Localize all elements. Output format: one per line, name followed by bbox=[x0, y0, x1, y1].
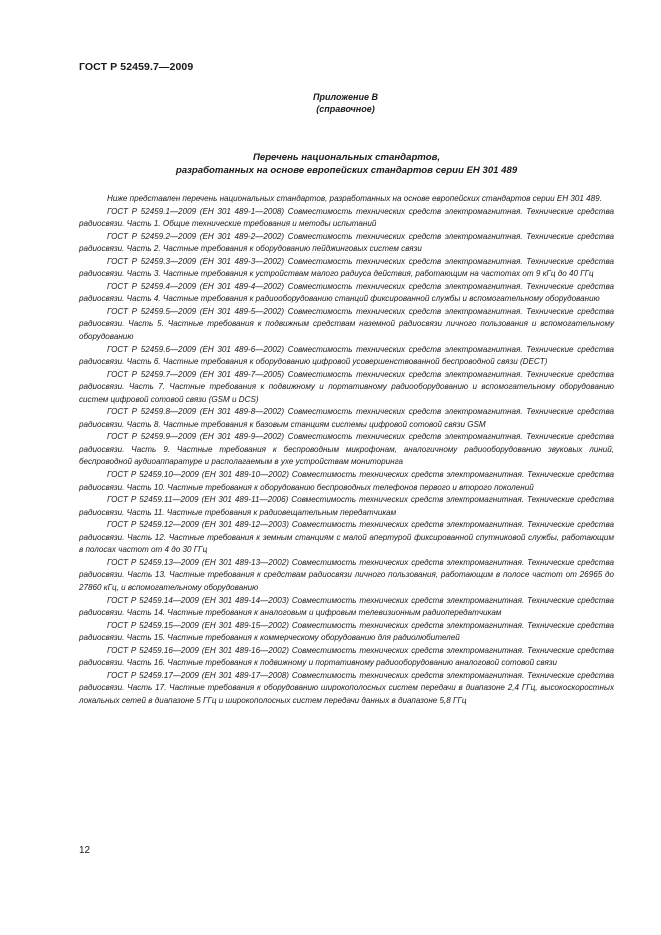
section-title-line-2: разработанных на основе европейских стандартов серии ЕН 301 489 bbox=[175, 165, 518, 176]
standard-entry: ГОСТ Р 52459.13—2009 (ЕН 301 489-13—2002) Совместимость технических средств электромагнитная. Технические средства радиосвязи. Часть 13. Частные требования к средствам радиосвязи личного пользования, работающим в полосе частот от 26965 до 27860 кГц, и вспомогательному оборудованию bbox=[79, 557, 614, 592]
standard-entry: ГОСТ Р 52459.7—2009 (ЕН 301 489-7—2005) Совместимость технических средств электромагнитная. Технические средства радиосвязи. Часть 7. Частные требования к подвижному и портативному радиооборудованию и вспомогательному оборудованию систем цифровой сотовой связи (GSM и DCS) bbox=[79, 369, 614, 404]
standard-entry: ГОСТ Р 52459.16—2009 (ЕН 301 489-16—2002) Совместимость технических средств электромагнитная. Технические средства радиосвязи. Часть 16. Частные требования к подвижному и портативному радиооборудованию аналоговой сотовой связи bbox=[79, 645, 614, 668]
page-number: 12 bbox=[79, 845, 91, 856]
standard-entry: ГОСТ Р 52459.15—2009 (ЕН 301 489-15—2002) Совместимость технических средств электромагнитная. Технические средства радиосвязи. Часть 15. Частные требования к коммерческому оборудованию для радиолюбителей bbox=[79, 620, 614, 643]
standard-entry: ГОСТ Р 52459.4—2009 (ЕН 301 489-4—2002) Совместимость технических средств электромагнитная. Технические средства радиосвязи. Часть 4. Частные требования к радиооборудованию станций фиксированной службы и вспомогательному оборудованию bbox=[79, 281, 614, 304]
standard-entry: ГОСТ Р 52459.9—2009 (ЕН 301 489-9—2002) Совместимость технических средств электромагнитная. Технические средства радиосвязи. Часть 9. Частные требования к беспроводным микрофонам, аналогичному радиооборудованию звуковых линий, беспроводной аудиоаппаратуре и располагаемым в ухе устройствам мониторинга bbox=[79, 432, 614, 467]
standard-entry: ГОСТ Р 52459.1—2009 (ЕН 301 489-1—2008) Совместимость технических средств электромагнитная. Технические средства радиосвязи. Часть 1. Общие технические требования и методы испытаний bbox=[79, 206, 614, 229]
standard-entry: ГОСТ Р 52459.3—2009 (ЕН 301 489-3—2002) Совместимость технических средств электромагнитная. Технические средства радиосвязи. Часть 3. Частные требования к устройствам малого радиуса действия, работающим на частотах от 9 кГц до 40 ГГц bbox=[79, 256, 614, 279]
standard-entry: ГОСТ Р 52459.12—2009 (ЕН 301 489-12—2003) Совместимость технических средств электромагнитная. Технические средства радиосвязи. Часть 12. Частные требования к земным станциям с малой апертурой фиксированной спутниковой службы, работающим в полосах частот от 4 до 30 ГГц bbox=[79, 520, 614, 555]
standard-entry: ГОСТ Р 52459.6—2009 (ЕН 301 489-6—2002) Совместимость технических средств электромагнитная. Технические средства радиосвязи. Часть 6. Частные требования к оборудованию цифровой усовершенствованной беспроводной связи (DECT) bbox=[79, 344, 614, 367]
standard-entry: ГОСТ Р 52459.2—2009 (ЕН 301 489-2—2002) Совместимость технических средств электромагнитная. Технические средства радиосвязи. Часть 2. Частные требования к оборудованию пейджинговых систем связи bbox=[79, 231, 614, 254]
standard-entry: ГОСТ Р 52459.14—2009 (ЕН 301 489-14—2003) Совместимость технических средств электромагнитная. Технические средства радиосвязи. Часть 14. Частные требования к аналоговым и цифровым телевизионным радиопередатчикам bbox=[79, 595, 614, 618]
standard-entry: ГОСТ Р 52459.5—2009 (ЕН 301 489-5—2002) Совместимость технических средств электромагнитная. Технические средства радиосвязи. Часть 5. Частные требования к подвижным средствам наземной радиосвязи личного пользования и вспомогательному оборудованию bbox=[79, 306, 614, 342]
section-title-line-1: Перечень национальных стандартов, bbox=[252, 152, 441, 163]
appendix-heading bbox=[0, 91, 661, 115]
appendix-status: (справочное) bbox=[316, 104, 375, 114]
section-title bbox=[79, 151, 614, 177]
document-code-header: ГОСТ Р 52459.7—2009 bbox=[79, 61, 194, 73]
standard-entry: ГОСТ Р 52459.17—2009 (ЕН 301 489-17—2008) Совместимость технических средств электромагнитная. Технические средства радиосвязи. Часть 17. Частные требования к оборудованию широкополосных систем передачи в диапазоне 2,4 ГГц, высокоскоростных локальных сетей в диапазоне 5 ГГц и широкополосных систем передачи данных в диапазоне 5,8 ГГц bbox=[79, 670, 614, 705]
standard-entry: ГОСТ Р 52459.8—2009 (ЕН 301 489-8—2002) Совместимость технических средств электромагнитная. Технические средства радиосвязи. Часть 8. Частные требования к базовым станциям системы цифровой сотовой связи GSM bbox=[79, 407, 614, 429]
standards-list bbox=[79, 193, 614, 707]
intro-paragraph: Ниже представлен перечень национальных стандартов, разработанных на основе европейских стандартов серии ЕН 301 489. bbox=[107, 194, 602, 203]
standard-entry: ГОСТ Р 52459.10—2009 (ЕН 301 489-10—2002) Совместимость технических средств электромагнитная. Технические средства радиосвязи. Часть 10. Частные требования к оборудованию беспроводных телефонов первого и второго поколений bbox=[79, 470, 614, 492]
standard-entry: ГОСТ Р 52459.11—2009 (ЕН 301 489-11—2006) Совместимость технических средств электромагнитная. Технические средства радиосвязи. Часть 11. Частные требования к радиовещательным передатчикам bbox=[79, 495, 614, 517]
appendix-label: Приложение В bbox=[313, 92, 378, 102]
